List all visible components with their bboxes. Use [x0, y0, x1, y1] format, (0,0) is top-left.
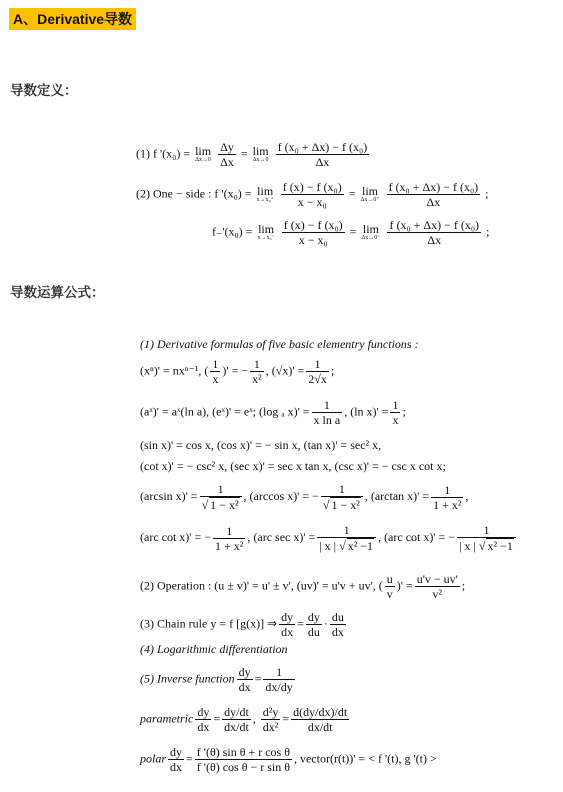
section-heading-formulas: 导数运算公式： — [10, 285, 105, 300]
fraction: $\frac{\text{f (x) − f (x₀)}}{\text{x − x₀}}$ — [283, 218, 343, 247]
limit: lim Δx→0 — [252, 144, 269, 163]
section-heading-definition: 导数定义： — [10, 83, 78, 98]
fraction: $\frac{1}{\text{1 + x²}}$ — [433, 482, 462, 512]
formula-line-trig-2: (cot x)' = − csc² x, (sec x)' = sec x tan x, (csc x)' = − csc x cot x; — [140, 459, 446, 473]
fraction: $\frac{dy}{dx}$ — [281, 610, 294, 639]
definition-line-2: (2) One − side : f '(x₀) = lim x→x₀⁺ $\frac{\text{f (x) − f (x₀)}}{\text{x − x₀}}$ = lim Δx→0⁺ $\frac{\text{f (x₀ + Δx) − f (x₀)}}{\Delta x}$ ; — [136, 180, 489, 209]
fraction: $\frac{dy}{dx}$ — [197, 705, 210, 734]
formula-operation: (2) Operation : (u ± v)' = u' ± v', (uv)' = u'v + uv', ( $\frac{u}{v}$ )' = $\frac{u'v - uv'}{\text{v²}}$ ; — [140, 572, 466, 601]
fraction: $\frac{dy}{dx}$ — [238, 665, 251, 694]
formula-polar: polar $\frac{dy}{dx}$ = $\frac{\text{f '(θ) sin θ + r cos θ}}{\text{f '(θ) cos θ − r sin θ}}$ , vector(r(t))' = < f '(t), g '(t) > — [140, 745, 437, 774]
fraction: $\frac{1}{\text{| x | √ x² −1}}$ — [317, 523, 376, 553]
fraction: $\frac{dy}{du}$ — [307, 610, 320, 639]
fraction: $\frac{\text{f '(θ) sin θ + r cos θ}}{\text{f '(θ) cos θ − r sin θ}}$ — [196, 745, 290, 774]
formula-inverse-function: (5) Inverse function $\frac{dy}{dx}$ = $\frac{1}{dx/dy}$ — [140, 665, 293, 694]
limit: lim Δx→0⁺ — [360, 184, 380, 203]
limit: lim x→x₀⁺ — [256, 184, 274, 203]
formula-line-trig-1: (sin x)' = cos x, (cos x)' = − sin x, (tan x)' = sec² x, — [140, 438, 382, 452]
fraction: $\frac{1}{x}$ — [212, 357, 219, 386]
fraction: $\frac{\text{f (x₀ + Δx) − f (x₀)}}{\Delta x}$ — [389, 218, 480, 247]
fraction: $\frac{1}{\text{x ln a}}$ — [313, 398, 341, 427]
fraction: $\frac{1}{2√x}$ — [308, 357, 327, 386]
limit: lim Δx→0⁻ — [361, 222, 381, 241]
fraction: $\frac{1}{\text{√ 1 − x²}}$ — [200, 482, 242, 512]
formula-line-power: (xⁿ)' = nxⁿ⁻¹, ( $\frac{1}{x}$ )' = − $\frac{1}{\text{x²}}$ , (√x)' = $\frac{1}{2√x}$ ; — [140, 357, 335, 386]
formula-line-inverse-trig-2: (arc cot x)' = − $\frac{1}{\text{1 + x²}}$ , (arc sec x)' = $\frac{1}{\text{| x | √ x² −1}}$ , (arc cot x)' = − $\frac{1}{\text{| x | √ x² −1}}$ — [140, 523, 518, 553]
fraction: $\frac{1}{\text{√ 1 − x²}}$ — [321, 482, 363, 512]
fraction: $\frac{1}{\text{x²}}$ — [252, 357, 262, 386]
fraction: $\frac{dy/dt}{dx/dt}$ — [224, 705, 249, 734]
limit: lim x→x₀⁻ — [257, 222, 275, 241]
formula-line-inverse-trig-1: (arcsin x)' = $\frac{1}{\text{√ 1 − x²}}$ , (arccos x)' = − $\frac{1}{\text{√ 1 − x²}}$ , (arctan x)' = $\frac{1}{\text{1 + x²}}$ , — [140, 482, 469, 512]
fraction: $\frac{1}{\text{| x | √ x² −1}}$ — [457, 523, 516, 553]
fraction: $\frac{\text{f (x₀ + Δx) − f (x₀)}}{\Delta x}$ — [277, 140, 368, 169]
fraction: $\frac{1}{x}$ — [392, 398, 399, 427]
fraction: $\frac{\Delta y}{\Delta x}$ — [220, 140, 234, 169]
formula-logarithmic: (4) Logarithmic differentiation — [140, 642, 288, 656]
formula-parametric: parametric $\frac{dy}{dx}$ = $\frac{dy/dt}{dx/dt}$ , $\frac{\text{d²y}}{\text{dx²}}$ = $\frac{d(dy/dx)/dt}{dx/dt}$ — [140, 705, 348, 734]
fraction: $\frac{\text{d²y}}{\text{dx²}}$ — [262, 705, 279, 734]
page-title: A、Derivative导数 — [9, 8, 136, 30]
formula-heading-basic: (1) Derivative formulas of five basic elementry functions : — [140, 337, 419, 351]
fraction: $\frac{u'v - uv'}{\text{v²}}$ — [416, 572, 458, 601]
fraction: $\frac{1}{\text{1 + x²}}$ — [215, 523, 244, 553]
fraction: $\frac{dy}{dx}$ — [170, 745, 183, 774]
formula-line-exponential: (aˣ)' = aˣ(ln a), (eˣ)' = eˣ; (log ₐ x)' = $\frac{1}{\text{x ln a}}$ , (ln x)' = $\frac{1}{x}$ ; — [140, 398, 406, 427]
formula-chain-rule: (3) Chain rule y = f [g(x)] ⇒ $\frac{dy}{dx}$ = $\frac{dy}{du}$ · $\frac{du}{dx}$ — [140, 610, 344, 639]
fraction: $\frac{u}{v}$ — [386, 572, 393, 601]
limit: lim Δx→0 — [195, 144, 212, 163]
fraction: $\frac{du}{dx}$ — [331, 610, 344, 639]
definition-line-1: (1) f '(x₀) = lim Δx→0 $\frac{\Delta y}{\Delta x}$ = lim Δx→0 $\frac{\text{f (x₀ + Δx) − f (x₀)}}{\Delta x}$ — [136, 140, 368, 169]
math-text: (1) f '(x₀) = — [136, 146, 191, 161]
definition-line-3: f₋'(x₀) = lim x→x₀⁻ $\frac{\text{f (x) − f (x₀)}}{\text{x − x₀}}$ = lim Δx→0⁻ $\frac{\text{f (x₀ + Δx) − f (x₀)}}{\Delta x}$ ; — [212, 218, 490, 247]
fraction: $\frac{\text{f (x₀ + Δx) − f (x₀)}}{\Delta x}$ — [388, 180, 479, 209]
fraction: $\frac{1}{dx/dy}$ — [265, 665, 293, 694]
fraction: $\frac{\text{f (x) − f (x₀)}}{\text{x − x₀}}$ — [282, 180, 342, 209]
fraction: $\frac{d(dy/dx)/dt}{dx/dt}$ — [293, 705, 348, 734]
